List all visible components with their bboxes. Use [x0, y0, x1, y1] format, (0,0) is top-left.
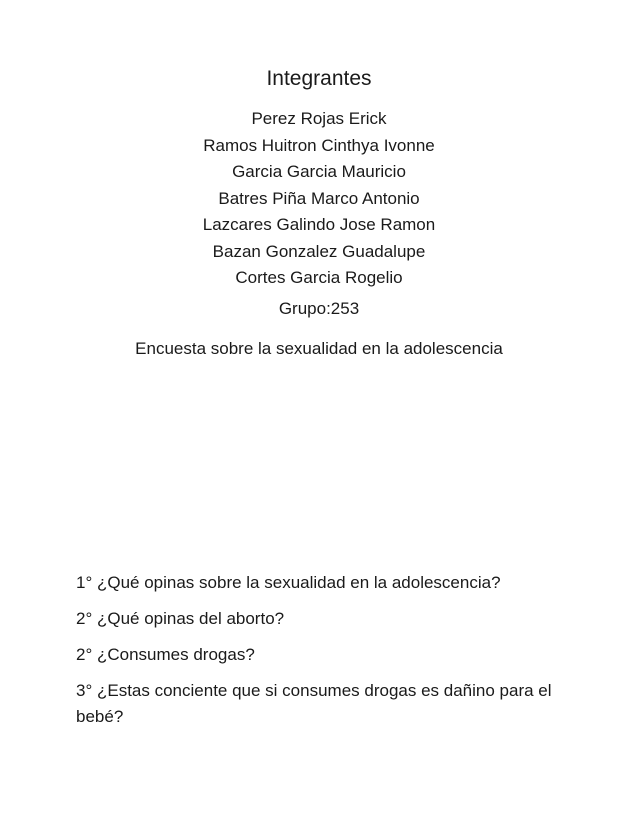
members-heading: Integrantes [266, 67, 372, 90]
member-name: Lazcares Galindo Jose Ramon [202, 215, 436, 234]
question-item: 1° ¿Qué opinas sobre la sexualidad en la adolescencia? [76, 573, 501, 592]
member-name: Batres Piña Marco Antonio [218, 188, 420, 208]
member-name: Ramos Huitron Cinthya Ivonne [203, 135, 435, 155]
question-item: 2° ¿Qué opinas del aborto? [76, 609, 285, 628]
question-item: 2° ¿Consumes drogas? [76, 645, 255, 664]
survey-title: Encuesta sobre la sexualidad en la adolescencia [135, 339, 503, 358]
question-item: 3° ¿Estas conciente que si consumes drogas es dañino para el bebé? [76, 681, 552, 726]
member-name: Perez Rojas Erick [251, 109, 387, 128]
member-name: Garcia Garcia Mauricio [232, 162, 406, 181]
members-list [0, 106, 638, 292]
questions-list [76, 570, 556, 740]
group-label: Grupo:253 [278, 299, 360, 318]
member-name: Cortes Garcia Rogelio [235, 268, 403, 287]
member-name: Bazan Gonzalez Guadalupe [212, 241, 426, 261]
